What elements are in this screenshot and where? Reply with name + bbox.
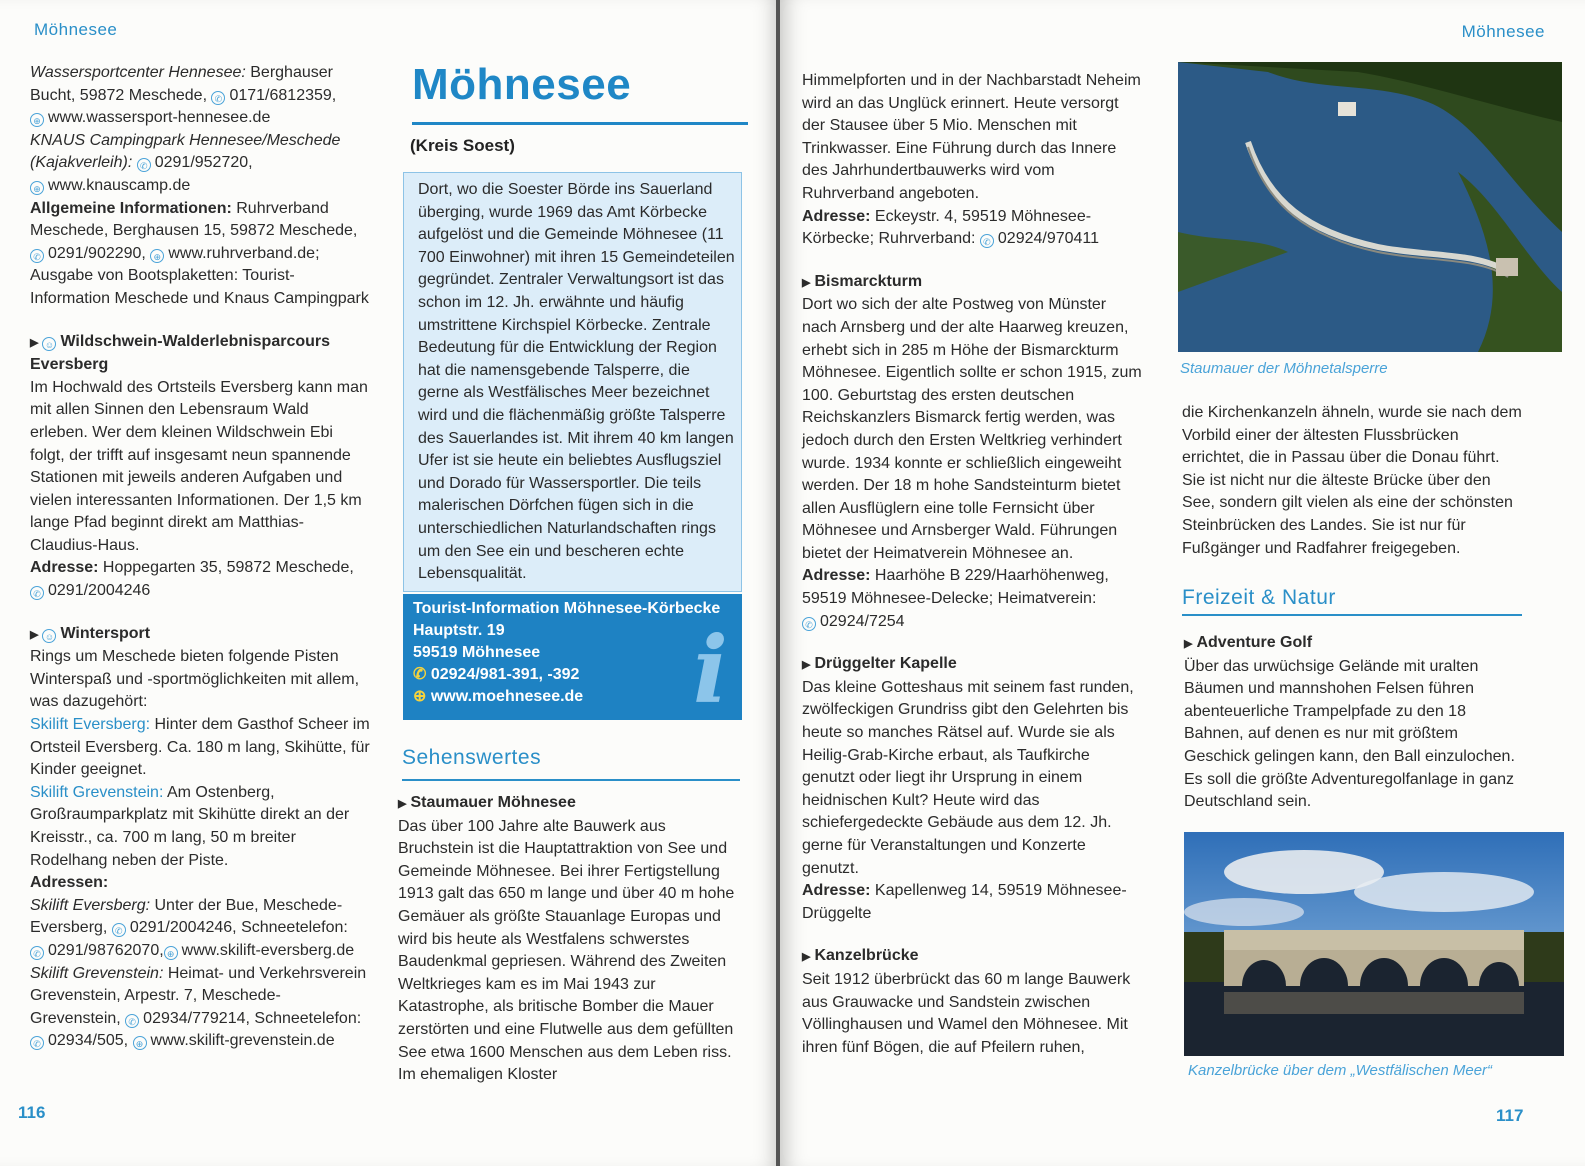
running-head-right: Möhnesee <box>1461 22 1545 41</box>
triangle-icon: ▶ <box>30 336 39 349</box>
left-column <box>30 62 370 1053</box>
wintersport-text: Rings um Meschede bieten folgende Pisten Winterspaß und -sportmöglichkeiten mit allem, was dazugehört: <box>30 648 360 711</box>
wildschwein-title: ▶ ☺ Wildschwein-Walderlebnisparcours Eversberg <box>30 332 331 374</box>
staumauer-text: Das über 100 Jahre alte Bauwerk aus Bruchstein ist die Hauptattraktion von See und Gemeinde Möhnesee. Bei ihrer Fertigstellung 1913 galt das 650 m lange und über 40 m hohe Gemäuer als größte Stauanlage Europas und wird bis heute als Westfalens schwerstes Baudenkmal gepriesen. Während des Zweiten Weltkrieges kam es im Mai 1943 zur Katastrophe, als britische Bomber die Mauer zerstörten und eine Flutwelle aus dem gefüllten See etwa 1600 Menschen aus dem Leben riss. Im ehemaligen Kloster <box>398 817 735 1084</box>
page-number-left: 116 <box>18 1103 46 1122</box>
phone-icon: ✆ <box>30 249 44 263</box>
globe-icon: ⊕ <box>133 1036 147 1050</box>
wildschwein-address: Adresse: Hoppegarten 35, 59872 Meschede, ✆ 0291/2004246 <box>30 559 354 600</box>
triangle-icon: ▶ <box>802 659 811 672</box>
bridge-image <box>1184 832 1564 1056</box>
triangle-icon: ▶ <box>398 798 407 810</box>
wintersport-title: ▶ ☺ Wintersport <box>30 624 151 642</box>
globe-icon: ⊕ <box>150 249 164 263</box>
globe-icon: ⊕ <box>30 113 44 127</box>
family-icon: ☺ <box>42 337 56 351</box>
tourist-info-name: Tourist-Information Möhnesee-Körbecke <box>413 600 721 617</box>
staumauer-address: Adresse: Eckeystr. 4, 59519 Möhnesee-Körbecke; Ruhrverband: ✆ 02924/970411 <box>802 207 1100 248</box>
page-title: Möhnesee <box>412 60 632 109</box>
globe-icon: ⊕ <box>30 181 44 195</box>
kanzelbruecke-text: Seit 1912 überbrückt das 60 m lange Bauwerk aus Grauwacke und Sandstein zwischen Völlinghausen und Wamel den Möhnesee. Mit ihren fünf Bögen, die auf Pfeilern ruhen, <box>802 970 1131 1056</box>
section-freizeit: Freizeit & Natur <box>1182 586 1336 609</box>
skilift-eversberg: Skilift Eversberg: Hinter dem Gasthof Scheer im Ortsteil Eversberg. Ca. 180 m lang, Skihütte, für Kinder geeignet. <box>30 716 370 779</box>
address-eversberg: Skilift Eversberg: Unter der Bue, Meschede-Eversberg, ✆ 0291/2004246, Schneetelefon: ✆ 0291/98762070, ⊕ www.skilift-eversberg.de <box>30 896 355 959</box>
triangle-icon: ▶ <box>802 276 811 289</box>
phone-icon: ✆ <box>30 946 44 960</box>
drueggelter-title: ▶ Drüggelter Kapelle <box>802 655 957 673</box>
bismarckturm-text: Dort wo sich der alte Postweg von Münster nach Arnsberg und der alte Haarweg kreuzen, erhebt sich in 285 m Höhe der Bismarckturm Möhnesee. Eigentlich sollte er schon 1915, zum 100. Geburtstag des ersten deutschen Reichskanzlers Bismarck fertig werden, was jedoch durch den Ersten Weltkrieg verhindert wurde. 1934 konnte er schließlich eingeweiht werden. Der 18 m hohe Sandsteinturm bietet allen Ausflüglern eine tolle Fernsicht über Möhnesee und Arnsberger Wald. Führungen bietet der Heimatverein Möhnesee an. <box>802 296 1142 562</box>
wildschwein-text: Im Hochwald des Ortsteils Eversberg kann man mit allen Sinnen den Lebensraum Wald erleben. Wer dem kleinen Wildschwein Ebi folgt, der trifft auf insgesamt neun spannende Stationen mit jeweils anderen Aufgaben und vielen interessanten Informationen. Der 1,5 km lange Pfad beginnt direkt am Matthias-Claudius-Haus. <box>30 378 368 554</box>
district-label: (Kreis Soest) <box>410 136 515 155</box>
section-sehenswertes: Sehenswertes <box>402 746 542 769</box>
tourist-info-city: 59519 Möhnesee <box>413 644 541 661</box>
phone-icon: ✆ <box>980 234 994 248</box>
phone-icon: ✆ <box>125 1014 139 1028</box>
intro-text: Dort, wo die Soester Börde ins Sauerland überging, wurde 1969 das Amt Körbecke aufgelöst und die Gemeinde Möhnesee (11 700 Einwohner) mit ihren 15 Gemeindeteilen gegründet. Zentraler Verwaltungsort ist das schon im 12. Jh. erwähnte und häufig umstrittene Kirchspiel Körbecke. Zentrale Bedeutung für die Entwicklung der Region hat die namensgebende Talsperre, die gerne als Westfälisches Meer bezeichnet wird und die flächenmäßig größte Talsperre des Sauerlandes ist. Mit ihrem 40 km langen Ufer ist sie heute ein beliebtes Ausflugsziel und Dorado für Wassersportler. Die teils malerischen Dörfchen fügen sich in die unterschiedlichen Naturlandschaften rings um den See ein und bescheren echte Lebensqualität. <box>418 181 735 583</box>
right-column-2 <box>1182 402 1524 560</box>
intro-box <box>403 172 742 592</box>
drueggelter-address: Adresse: Kapellenweg 14, 59519 Möhnesee-Drüggelte <box>802 882 1127 922</box>
phone-icon: ✆ <box>413 666 431 683</box>
staumauer-title: ▶ Staumauer Möhnesee <box>398 794 576 811</box>
staumauer-continued: Himmelpforten und in der Nachbarstadt Neheim wird an das Unglück erinnert. Heute versorgt der Stausee über 5 Mio. Menschen mit Trinkwasser. Eine Führung durch das Innere des Jahrhundertbauwerks wird vom Ruhrverband angeboten. <box>802 72 1141 202</box>
phone-icon: ✆ <box>30 1036 44 1050</box>
phone-icon: ✆ <box>137 158 151 172</box>
right-page <box>780 0 1585 1166</box>
bridge-photo-caption: Kanzelbrücke über dem „Westfälischen Meer“ <box>1188 1062 1493 1079</box>
adventure-golf-text: Über das urwüchsige Gelände mit uralten Bäumen und mannshohen Felsen führen abenteuerliche Trampelpfade zu den 18 Bahnen, auf denen es nur mit größtem Geschick gelingen kann, den Ball einzulochen. Es soll die größte Adventuregolfanlage in ganz Deutschland sein. <box>1184 657 1515 811</box>
skilift-grevenstein: Skilift Grevenstein: Am Ostenberg, Großraumparkplatz mit Skihütte direkt an der Kreisstr., ca. 700 m lang, 50 m breiter Rodelhang neben der Piste. <box>30 783 350 869</box>
bismarckturm-title: ▶ Bismarckturm <box>802 272 923 290</box>
adventure-golf-entry <box>1184 632 1524 814</box>
right-column-1 <box>802 70 1142 1059</box>
left-page <box>0 0 780 1166</box>
adventure-golf-title: ▶ Adventure Golf <box>1184 634 1313 651</box>
tourist-info-box <box>403 594 742 724</box>
running-head-left: Möhnesee <box>34 20 118 39</box>
dam-image <box>1178 62 1562 352</box>
staumauer-entry <box>398 792 740 1087</box>
phone-icon: ✆ <box>30 586 44 600</box>
kanzelbruecke-continued: die Kirchenkanzeln ähneln, wurde sie nach dem Vorbild einer der ältesten Flussbrücken errichtet, die in Passau über die Donau führt. Sie ist nicht nur die älteste Brücke über den See, sondern gilt vielen als eine der schönsten Steinbrücken des Landes. Sie ist nur für Fußgänger und Radfahrer freigegeben. <box>1182 404 1522 557</box>
dam-photo-caption: Staumauer der Möhnetalsperre <box>1180 360 1388 377</box>
dam-photo <box>1178 62 1562 352</box>
section-rule <box>1182 614 1522 616</box>
phone-icon: ✆ <box>112 923 126 937</box>
globe-icon: ⊕ <box>164 946 178 960</box>
tourist-info-street: Hauptstr. 19 <box>413 622 505 639</box>
bismarckturm-address: Adresse: Haarhöhe B 229/Haarhöhenweg, 59519 Möhnesee-Delecke; Heimatverein: ✆ 02924/7254 <box>802 567 1109 630</box>
tourist-info-phone: ✆ 02924/981-391, -392 <box>413 666 580 683</box>
kanzelbruecke-title: ▶ Kanzelbrücke <box>802 947 919 965</box>
triangle-icon: ▶ <box>1184 638 1193 650</box>
triangle-icon: ▶ <box>802 951 811 964</box>
wassersport-entry: Wassersportcenter Hennesee: Berghauser Bucht, 59872 Meschede, ✆ 0171/6812359, ⊕ www.wassersport-hennesee.de KNAUS Campingpark Hennesee/Meschede (Kajakverleih): ✆ 0291/952720, ⊕ www.knauscamp.de Allgemeine Informationen: Ruhrverband Meschede, Berghausen 15, 59872 Meschede, ✆ 0291/902290, ⊕ www.ruhrverband.de; Ausgabe von Bootsplaketten: Tourist-Information Meschede und Knaus Campingpark <box>30 64 369 307</box>
title-rule <box>412 122 748 125</box>
adressen-label: Adressen: <box>30 874 109 892</box>
family-icon: ☺ <box>42 629 56 643</box>
info-icon: i <box>693 616 728 724</box>
section-rule <box>402 779 740 781</box>
globe-icon: ⊕ <box>413 688 431 705</box>
tourist-info-web: ⊕ www.moehnesee.de <box>413 688 584 705</box>
drueggelter-text: Das kleine Gotteshaus mit seinem fast runden, zwölfeckigen Grundriss gibt den Gelehrten bis heute so manches Rätsel auf. Wurde sie als Heilig-Grab-Kirche erbaut, als Taufkirche genutzt oder liegt ihr Ursprung in einem heidnischen Kult? Heute wird das schiefergedeckte Gebäude aus dem 12. Jh. gerne für Veranstaltungen und Konzerte genutzt. <box>802 678 1134 877</box>
triangle-icon: ▶ <box>30 628 39 641</box>
bridge-photo <box>1184 832 1564 1056</box>
phone-icon: ✆ <box>802 617 816 631</box>
phone-icon: ✆ <box>211 91 225 105</box>
page-number-right: 117 <box>1496 1106 1524 1125</box>
address-grevenstein: Skilift Grevenstein: Heimat- und Verkehrsverein Grevenstein, Arpestr. 7, Meschede-Grevenstein, ✆ 02934/779214, Schneetelefon: ✆ 02934/505, ⊕ www.skilift-grevenstein.de <box>30 964 367 1050</box>
